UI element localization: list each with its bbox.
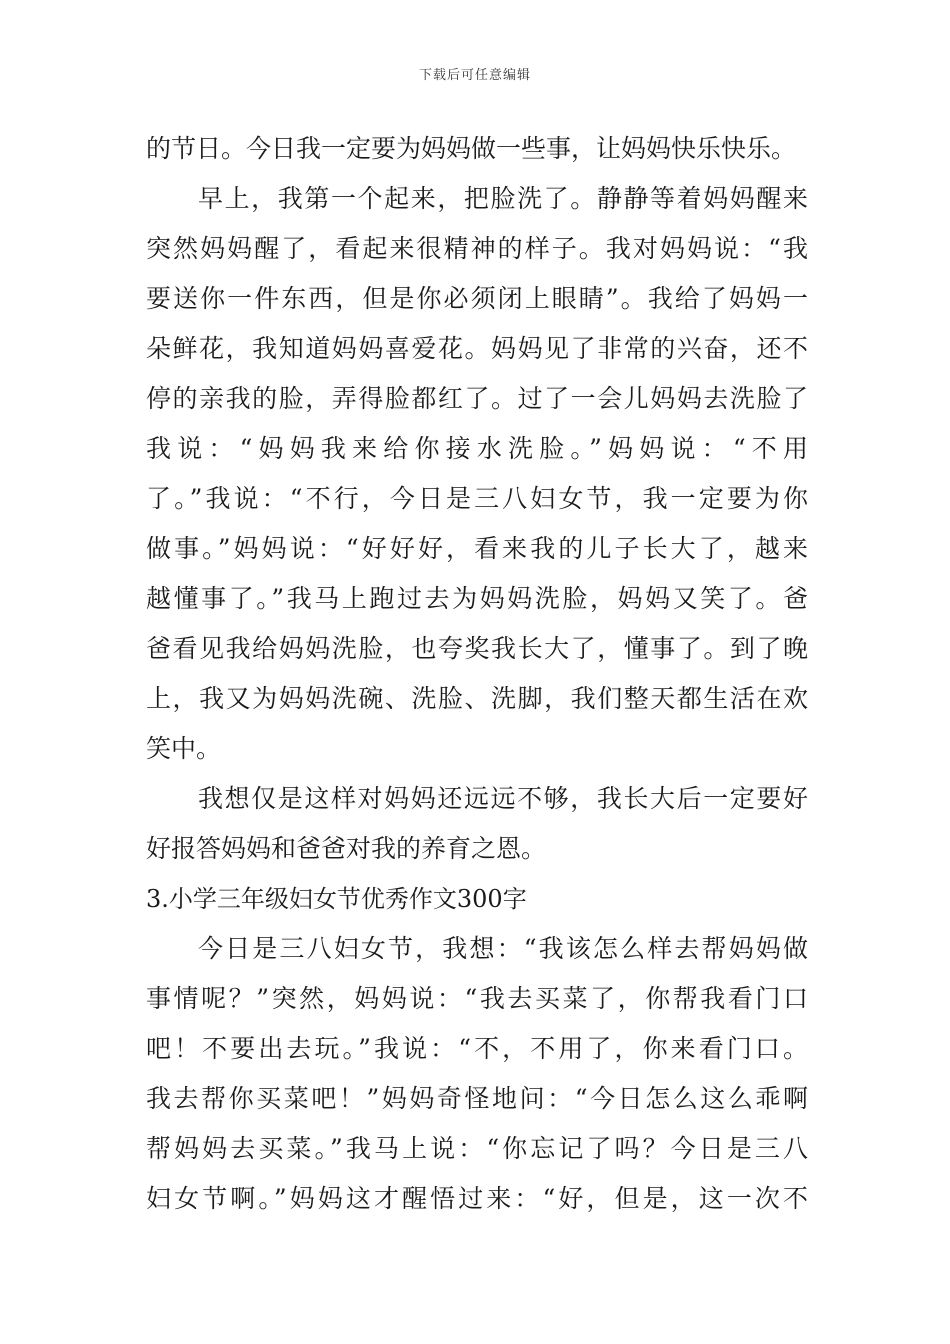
section-heading: 3.小学三年级妇女节优秀作文300字 [146, 885, 527, 913]
page-header: 下载后可任意编辑 [418, 68, 531, 83]
text-line: 突然妈妈醒了，看起来很精神的样子。我对妈妈说：“我 [146, 234, 808, 263]
text-line: 上，我又为妈妈洗碗、洗脸、洗脚，我们整天都生活在欢 [146, 684, 808, 713]
text-line: 吧！不要出去玩。”我说：“不，不用了，你来看门口。 [146, 1034, 808, 1063]
text-line: 妇女节啊。”妈妈这才醒悟过来：“好，但是，这一次不 [146, 1184, 808, 1213]
text-line: 今日是三八妇女节，我想：“我该怎么样去帮妈妈做 [198, 934, 808, 963]
text-line: 帮妈妈去买菜。”我马上说：“你忘记了吗？今日是三八 [146, 1134, 808, 1163]
text-line: 我想仅是这样对妈妈还远远不够，我长大后一定要好 [198, 784, 808, 813]
text-line: 笑中。 [146, 734, 222, 763]
text-line: 早上，我第一个起来，把脸洗了。静静等着妈妈醒来 [198, 184, 808, 213]
body-text [146, 124, 808, 1224]
text-line: 好报答妈妈和爸爸对我的养育之恩。 [146, 834, 547, 863]
text-line: 越懂事了。”我马上跑过去为妈妈洗脸，妈妈又笑了。爸 [146, 584, 808, 613]
text-line: 的节日。今日我一定要为妈妈做一些事，让妈妈快乐快乐。 [146, 134, 797, 163]
text-line: 事情呢？”突然，妈妈说：“我去买菜了，你帮我看门口 [146, 984, 808, 1013]
text-line: 朵鲜花，我知道妈妈喜爱花。妈妈见了非常的兴奋，还不 [146, 334, 808, 363]
text-line: 了。”我说：“不行，今日是三八妇女节，我一定要为你 [146, 484, 808, 513]
text-line: 做事。”妈妈说：“好好好，看来我的儿子长大了，越来 [146, 534, 808, 563]
text-line: 要送你一件东西，但是你必须闭上眼睛”。我给了妈妈一 [146, 284, 808, 313]
text-line: 我说：“妈妈我来给你接水洗脸。”妈妈说：“不用 [146, 434, 808, 463]
text-line: 爸看见我给妈妈洗脸，也夸奖我长大了，懂事了。到了晚 [146, 634, 808, 663]
text-line: 我去帮你买菜吧！”妈妈奇怪地问：“今日怎么这么乖啊 [146, 1084, 808, 1113]
text-line: 停的亲我的脸，弄得脸都红了。过了一会儿妈妈去洗脸了 [146, 384, 808, 413]
